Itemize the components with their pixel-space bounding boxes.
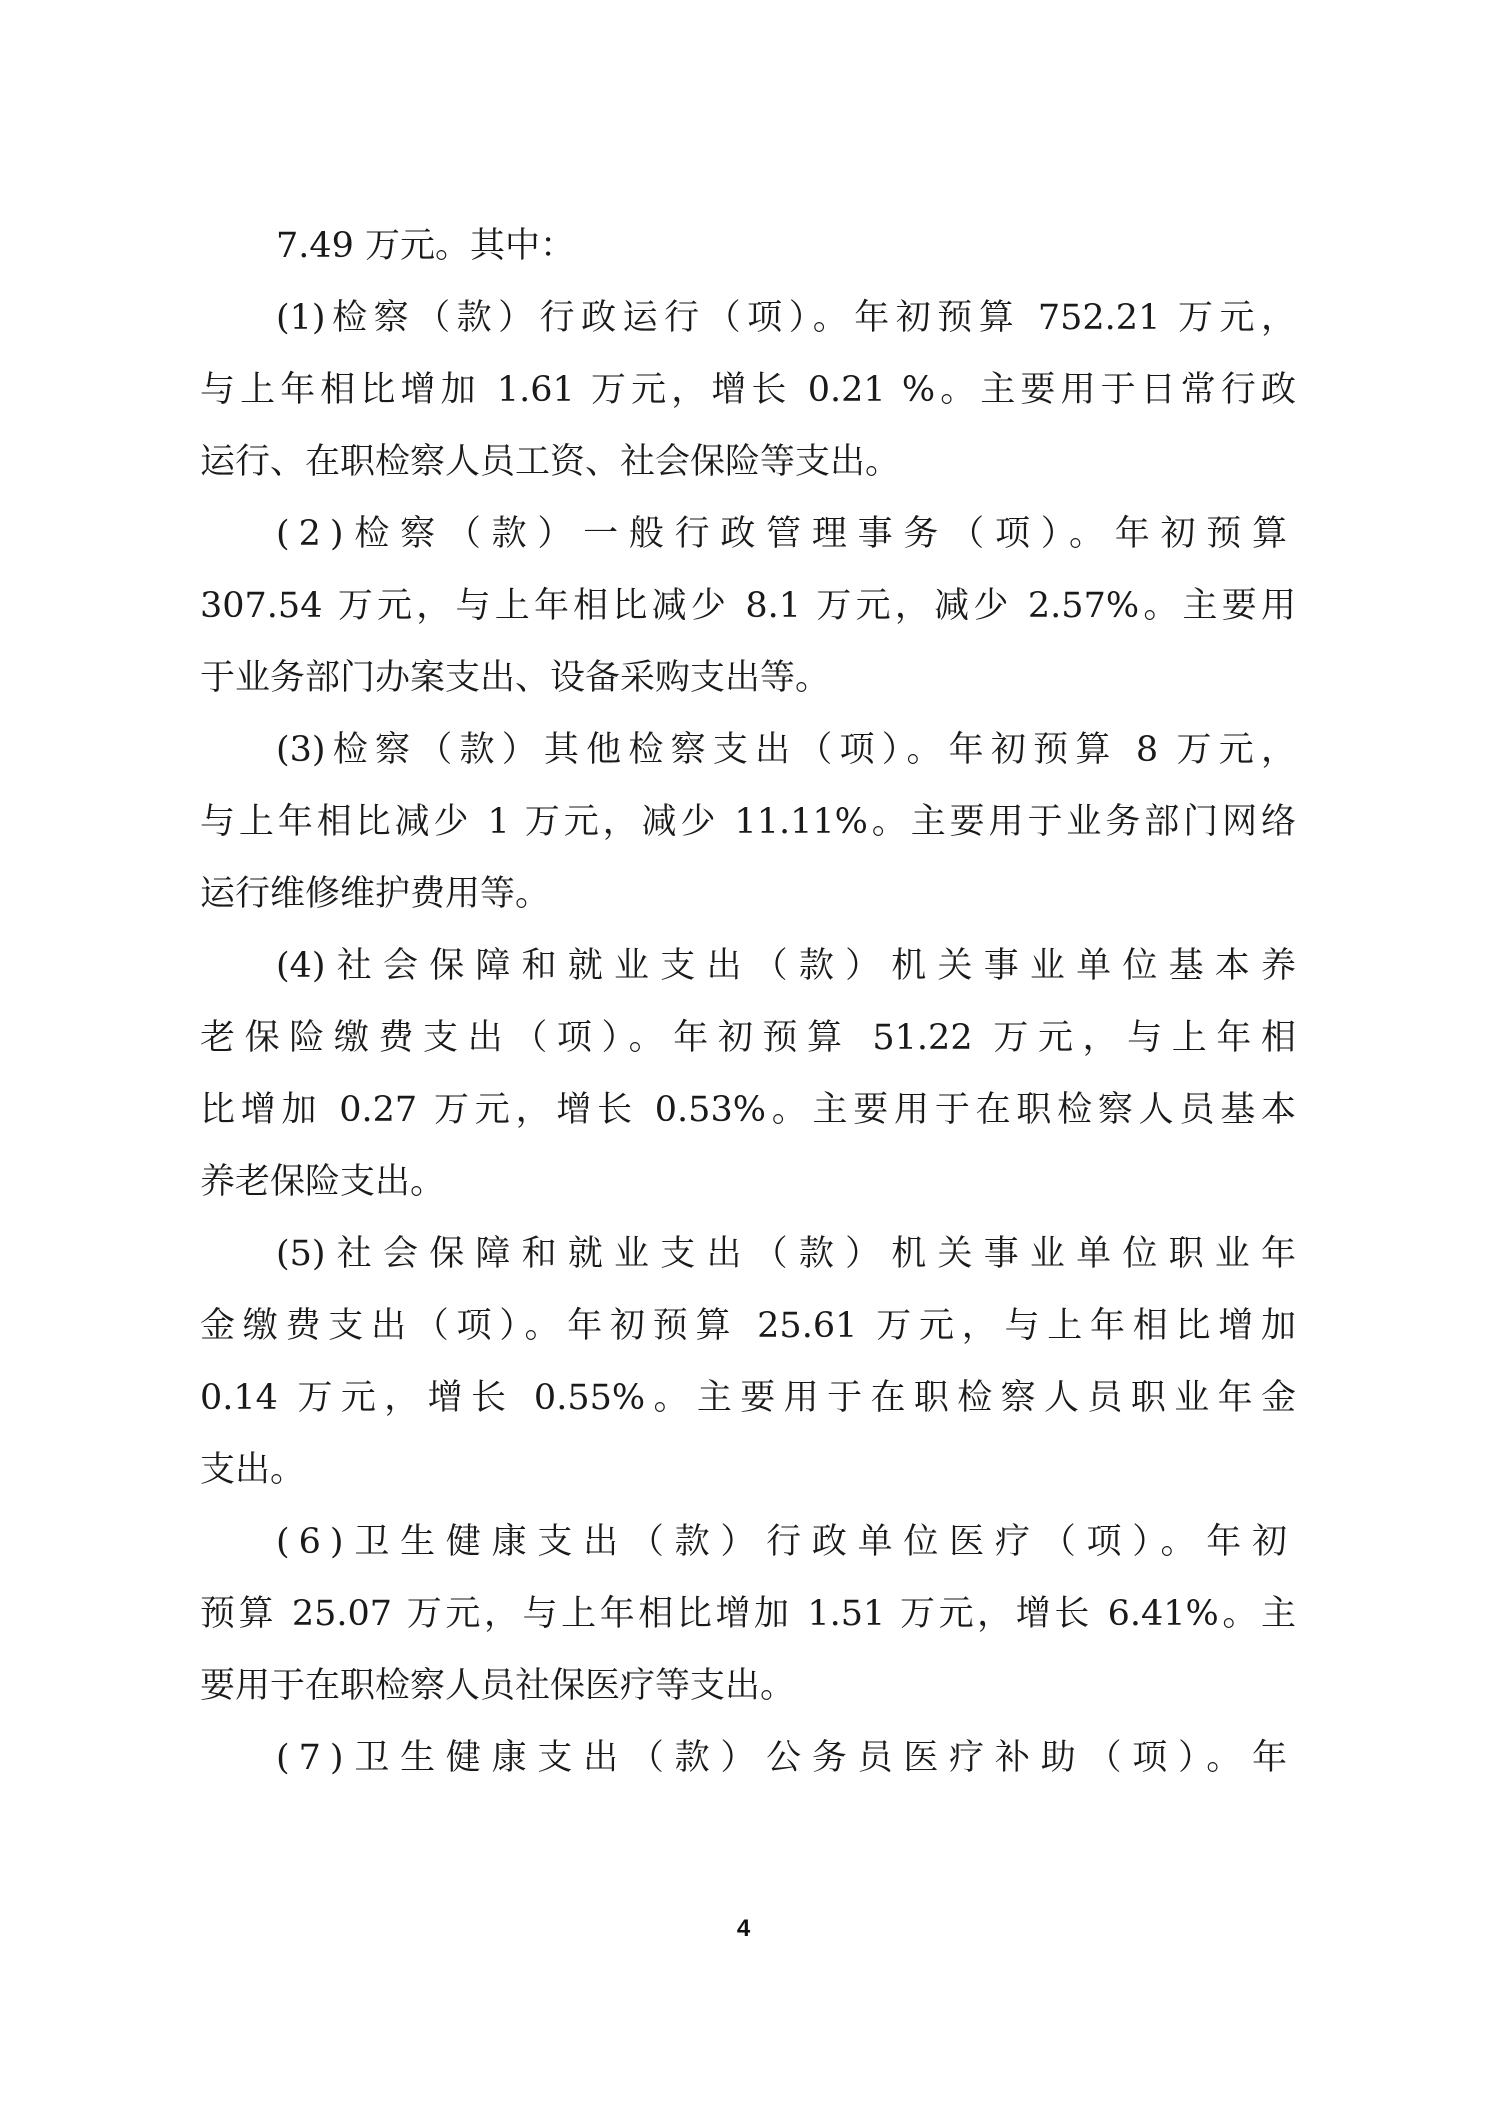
paragraph-line: 0.14 万元，增长 0.55%。主要用于在职检察人员职业年金 xyxy=(200,1378,1296,1418)
document-body xyxy=(200,210,1296,1794)
paragraph-line: (3)检察（款）其他检察支出（项）。年初预算 8 万元， xyxy=(276,730,1296,770)
paragraph-line: 307.54 万元，与上年相比减少 8.1 万元，减少 2.57%。主要用 xyxy=(200,586,1296,626)
paragraph-line: (1)检察（款）行政运行（项）。年初预算 752.21 万元， xyxy=(276,298,1296,338)
paragraph-line: (5)社会保障和就业支出（款）机关事业单位职业年 xyxy=(276,1234,1296,1274)
paragraph-line: 与上年相比减少 1 万元，减少 11.11%。主要用于业务部门网络 xyxy=(200,802,1296,842)
paragraph-line: 老保险缴费支出（项）。年初预算 51.22 万元，与上年相 xyxy=(200,1018,1296,1058)
paragraph-line: 金缴费支出（项）。年初预算 25.61 万元，与上年相比增加 xyxy=(200,1306,1296,1346)
paragraph-line: (4)社会保障和就业支出（款）机关事业单位基本养 xyxy=(276,946,1296,986)
paragraph-line: (7)卫生健康支出（款）公务员医疗补助（项）。年 xyxy=(276,1738,1296,1778)
paragraph-line: 运行维修维护费用等。 xyxy=(200,874,551,914)
paragraph-line: 养老保险支出。 xyxy=(200,1162,446,1202)
page-number: 4 xyxy=(736,1915,751,1942)
paragraph-line: 预算 25.07 万元，与上年相比增加 1.51 万元，增长 6.41%。主 xyxy=(200,1594,1296,1634)
paragraph-line: 与上年相比增加 1.61 万元，增长 0.21 %。主要用于日常行政 xyxy=(200,370,1296,410)
paragraph-line: 支出。 xyxy=(200,1450,306,1490)
paragraph-line: (2)检察（款）一般行政管理事务（项）。年初预算 xyxy=(276,514,1296,554)
paragraph-line: 于业务部门办案支出、设备采购支出等。 xyxy=(200,658,831,698)
paragraph-line: 要用于在职检察人员社保医疗等支出。 xyxy=(200,1666,796,1706)
paragraph-line: 比增加 0.27 万元，增长 0.53%。主要用于在职检察人员基本 xyxy=(200,1090,1296,1130)
paragraph-line: 运行、在职检察人员工资、社会保险等支出。 xyxy=(200,442,901,482)
paragraph-line: 7.49 万元。其中： xyxy=(276,226,576,266)
paragraph-line: (6)卫生健康支出（款）行政单位医疗（项）。年初 xyxy=(276,1522,1296,1562)
